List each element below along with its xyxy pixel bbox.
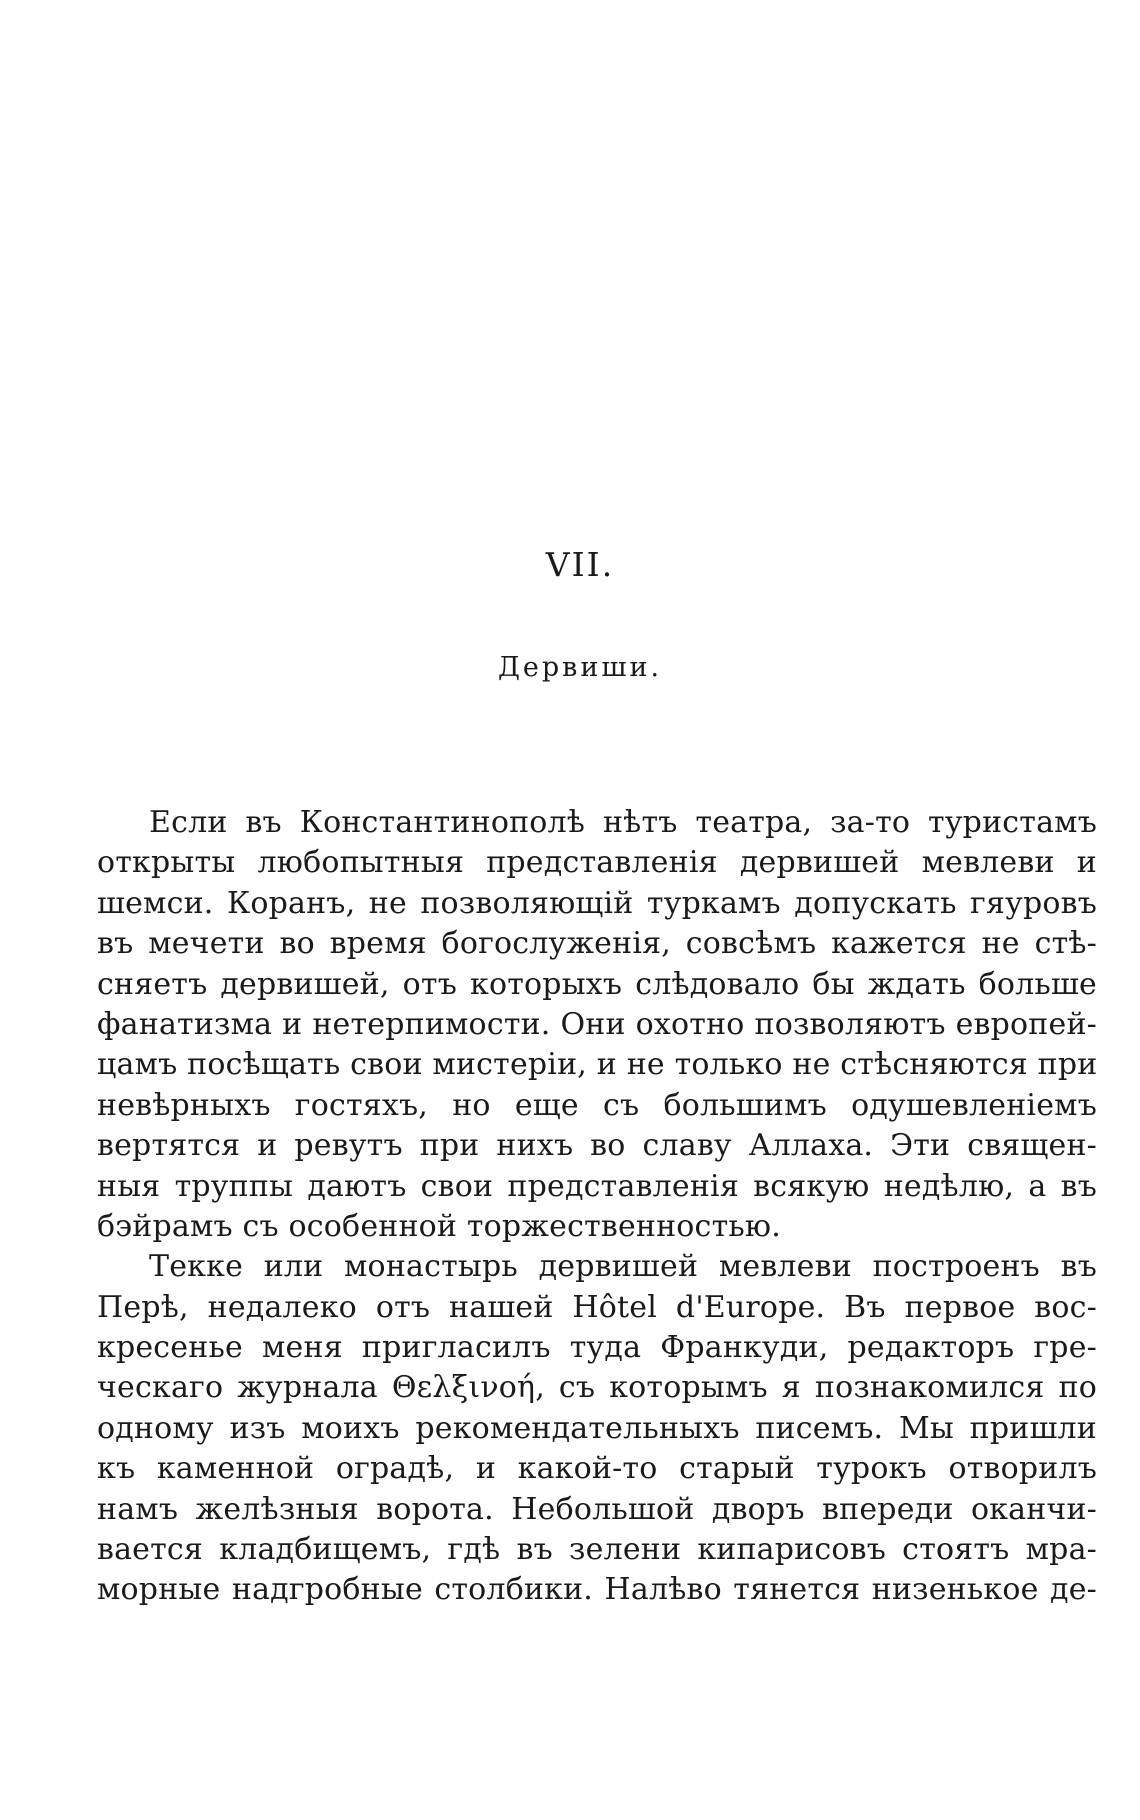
paragraph-1 (97, 803, 1097, 1247)
text-line: сняетъ дервишей, отъ которыхъ слѣдовало бы ждать больше (97, 966, 1097, 1002)
chapter-title: Дервиши. (497, 652, 663, 683)
text-line: намъ желѣзныя ворота. Небольшой дворъ впереди оканчи- (97, 1491, 1097, 1527)
text-line: ныя труппы даютъ свои представленія всякую недѣлю, а въ (97, 1168, 1097, 1204)
text-line: открыты любопытныя представленія дервишей мевлеви и (97, 845, 1097, 881)
text-line: кресенье меня пригласилъ туда Франкуди, редакторъ гре- (97, 1330, 1097, 1366)
text-line: фанатизма и нетерпимости. Они охотно позволяютъ европей- (97, 1006, 1097, 1042)
text-line: Текке или монастырь дервишей мевлеви построенъ въ (149, 1249, 1097, 1285)
text-line: ческаго журнала Θελξινοή, съ которымъ я познакомился по (97, 1370, 1097, 1406)
text-line: Перѣ, недалеко отъ нашей Hôtel d'Europe. Въ первое вос- (97, 1289, 1097, 1325)
chapter-number: VII. (545, 545, 615, 584)
text-line: въ мечети во время богослуженія, совсѣмъ кажется не стѣ- (97, 926, 1097, 962)
text-line: шемси. Коранъ, не позволяющій туркамъ допускать гяуровъ (97, 885, 1097, 921)
text-line: Если въ Константинополѣ нѣтъ театра, за-то туристамъ (149, 805, 1097, 840)
body-text (97, 803, 1097, 1611)
text-line: къ каменной оградѣ, и какой-то старый турокъ отворилъ (97, 1451, 1097, 1487)
text-line: одному изъ моихъ рекомендательныхъ писемъ. Мы пришли (97, 1410, 1097, 1446)
text-line: невѣрныхъ гостяхъ, но еще съ большимъ одушевленіемъ (97, 1087, 1097, 1123)
text-line: вается кладбищемъ, гдѣ въ зелени кипарисовъ стоятъ мра- (97, 1532, 1097, 1568)
paragraph-2 (97, 1247, 1097, 1611)
text-line: морные надгробные столбики. Налѣво тянется низенькое де- (97, 1572, 1097, 1608)
text-line: вертятся и ревутъ при нихъ во славу Аллаха. Эти священ- (97, 1128, 1097, 1164)
text-line: цамъ посѣщать свои мистеріи, и не только не стѣсняются при (97, 1047, 1098, 1083)
text-line: бэйрамъ съ особенной торжественностью. (97, 1208, 781, 1244)
